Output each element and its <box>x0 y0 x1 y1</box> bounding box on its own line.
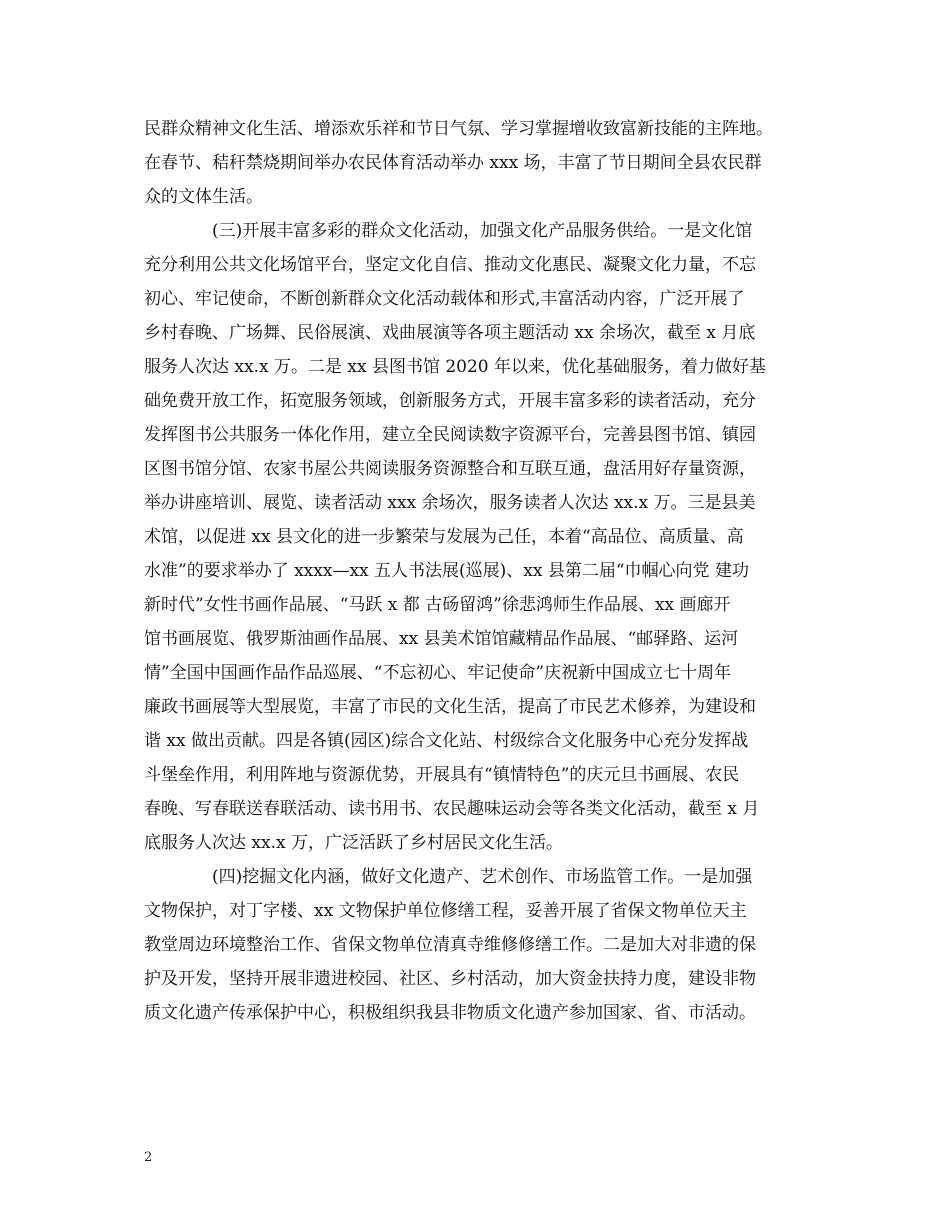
text-line: 在春节、秸秆禁烧期间举办农民体育活动举办 xxx 场，丰富了节日期间全县农民群 <box>144 153 762 173</box>
text-line: 乡村春晚、广场舞、民俗展演、戏曲展演等各项主题活动 xx 余场次，截至 x 月底 <box>144 323 756 343</box>
text-line: 举办讲座培训、展览、读者活动 xxx 余场次，服务读者人次达 xx.x 万。三是县美 <box>144 493 756 513</box>
text-line: 众的文体生活。 <box>144 187 263 207</box>
text-line: 廉政书画展等大型展览，丰富了市民的文化生活，提高了市民艺术修养，为建设和 <box>144 697 756 717</box>
text-line: 护及开发，坚持开展非遗进校园、社区、乡村活动，加大资金扶持力度，建设非物 <box>144 969 756 989</box>
text-line: 民群众精神文化生活、增添欢乐祥和节日气氛、学习掌握增收致富新技能的主阵地。 <box>144 119 773 139</box>
text-line: 服务人次达 xx.x 万。二是 xx 县图书馆 2020 年以来，优化基础服务，着力做好基 <box>144 357 767 377</box>
text-line: 发挥图书公共服务一体化作用，建立全民阅读数字资源平台，完善县图书馆、镇园 <box>144 425 756 445</box>
text-line: 春晚、写春联送春联活动、读书用书、农民趣味运动会等各类文化活动，截至 x 月 <box>144 799 760 819</box>
text-line: 斗堡垒作用，利用阵地与资源优势，开展具有“镇情特色”的庆元旦书画展、农民 <box>144 765 740 785</box>
text-line: 情”全国中国画作品作品巡展、“不忘初心、牢记使命”庆祝新中国成立七十周年 <box>144 663 732 683</box>
text-line: 初心、牢记使命，不断创新群众文化活动载体和形式,丰富活动内容，广泛开展了 <box>144 289 745 309</box>
text-line: 文物保护，对丁字楼、xx 文物保护单位修缮工程，妥善开展了省保文物单位天主 <box>144 901 747 921</box>
text-line: 充分利用公共文化场馆平台，坚定文化自信、推动文化惠民、凝聚文化力量，不忘 <box>144 255 756 275</box>
paragraph-start-line: (三)开展丰富多彩的群众文化活动，加强文化产品服务供给。一是文化馆 <box>212 221 753 241</box>
text-line: 术馆，以促进 xx 县文化的进一步繁荣与发展为己任，本着“高品位、高质量、高 <box>144 527 744 547</box>
text-line: 馆书画展览、俄罗斯油画作品展、xx 县美术馆馆藏精品作品展、“邮驿路、运河 <box>144 629 739 649</box>
text-line: 底服务人次达 xx.x 万，广泛活跃了乡村居民文化生活。 <box>144 833 563 853</box>
paragraph-start-line: (四)挖掘文化内涵，做好文化遗产、艺术创作、市场监管工作。一是加强 <box>212 867 753 887</box>
text-line: 谐 xx 做出贡献。四是各镇(园区)综合文化站、村级综合文化服务中心充分发挥战 <box>144 731 749 751</box>
text-line: 区图书馆分馆、农家书屋公共阅读服务资源整合和互联互通，盘活用好存量资源， <box>144 459 756 479</box>
text-line: 教堂周边环境整治工作、省保文物单位清真寺维修修缮工作。二是加大对非遗的保 <box>144 935 756 955</box>
text-line: 新时代”女性书画作品展、“马跃 x 都 古砀留鸿”徐悲鸿师生作品展、xx 画廊开 <box>144 595 731 615</box>
text-line: 水准”的要求举办了 xxxx—xx 五人书法展(巡展)、xx 县第二届“巾帼心向党 建功 <box>144 561 749 581</box>
text-line: 础免费开放工作，拓宽服务领域，创新服务方式，开展丰富多彩的读者活动，充分 <box>144 391 756 411</box>
page-number: 2 <box>144 1150 153 1165</box>
text-line: 质文化遗产传承保护中心，积极组织我县非物质文化遗产参加国家、省、市活动。 <box>144 1003 756 1023</box>
document-body <box>144 112 834 1030</box>
